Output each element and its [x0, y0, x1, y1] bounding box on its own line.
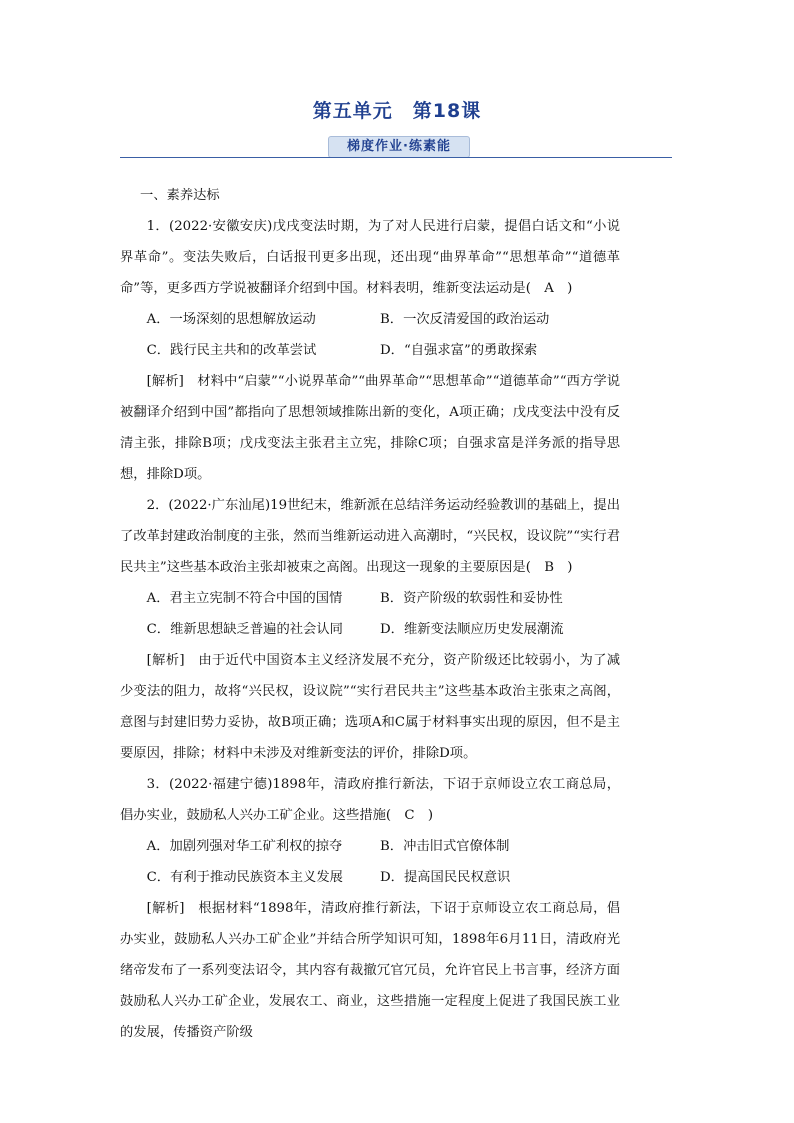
- question-3-stem: 3．(2022·福建宁德)1898年，清政府推行新法，下诏于京师设立农工商总局，倡办实业，鼓励私人兴办工矿企业。这些措施( C ): [120, 777, 620, 823]
- question-2-analysis: [解析] 由于近代中国资本主义经济发展不充分，资产阶级还比较弱小，为了减少变法的阻力，故将“兴民权，设议院”“实行君民共主”这些基本政治主张束之高阁，意图与封建旧势力妥协，故B项正确；选项A和C属于材料事实出现的原因，但不是主要原因，排除；材料中未涉及对维新变法的评价，排除D项。: [120, 653, 620, 761]
- content: [120, 180, 620, 1048]
- page-title: 第五单元 第18课: [312, 100, 482, 122]
- option-a: A．一场深刻的思想解放运动: [146, 312, 316, 327]
- option-c: C．有利于推动民族资本主义发展: [146, 870, 343, 885]
- question-1-options-row-1: [120, 304, 620, 335]
- question-3-options-row-1: [120, 831, 620, 862]
- header-rule: [120, 157, 672, 158]
- section-banner: 梯度作业·练素能: [328, 136, 470, 158]
- question-2-stem: 2．(2022·广东汕尾)19世纪末，维新派在总结洋务运动经验教训的基础上，提出了改革封建政治制度的主张，然而当维新运动进入高潮时，“兴民权，设议院”“实行君民共主”这些基本政治主张却被束之高阁。出现这一现象的主要原因是( B ): [120, 498, 620, 575]
- question-2-options-row-2: [120, 614, 620, 645]
- question-1-analysis: [解析] 材料中“启蒙”“小说界革命”“曲界革命”“思想革命”“道德革命”“西方学说被翻译介绍到中国”都指向了思想领域推陈出新的变化，A项正确；戊戌变法中没有反清主张，排除B项；戊戌变法主张君主立宪，排除C项；自强求富是洋务派的指导思想，排除D项。: [120, 374, 620, 482]
- option-a: A．加剧列强对华工矿利权的掠夺: [146, 839, 343, 854]
- option-d: D．维新变法顺应历史发展潮流: [380, 622, 564, 637]
- option-b: B．资产阶级的软弱性和妥协性: [380, 591, 563, 606]
- question-1-options-row-2: [120, 335, 620, 366]
- question-3-options-row-2: [120, 862, 620, 893]
- option-b: B．冲击旧式官僚体制: [380, 839, 510, 854]
- question-1-stem: 1．(2022·安徽安庆)戊戌变法时期，为了对人民进行启蒙，提倡白话文和“小说界革命”。变法失败后，白话报刊更多出现，还出现“曲界革命”“思想革命”“道德革命”等，更多西方学说被翻译介绍到中国。材料表明，维新变法运动是( A ): [120, 219, 620, 296]
- option-a: A．君主立宪制不符合中国的国情: [146, 591, 343, 606]
- option-c: C．维新思想缺乏普遍的社会认同: [146, 622, 343, 637]
- option-d: D．提高国民民权意识: [380, 870, 511, 885]
- option-b: B．一次反清爱国的政治运动: [380, 312, 550, 327]
- section-heading: 一、素养达标: [139, 188, 220, 203]
- option-d: D．“自强求富”的勇敢探索: [380, 343, 538, 358]
- option-c: C．践行民主共和的改革尝试: [146, 343, 317, 358]
- question-3-analysis: [解析] 根据材料“1898年，清政府推行新法，下诏于京师设立农工商总局，倡办实业，鼓励私人兴办工矿企业”并结合所学知识可知，1898年6月11日，清政府光绪帝发布了一系列变法诏令，其内容有裁撤冗官冗员，允许官民上书言事，经济方面鼓励私人兴办工矿企业，发展农工、商业，这些措施一定程度上促进了我国民族工业的发展，传播资产阶级: [120, 901, 620, 1040]
- question-2-options-row-1: [120, 583, 620, 614]
